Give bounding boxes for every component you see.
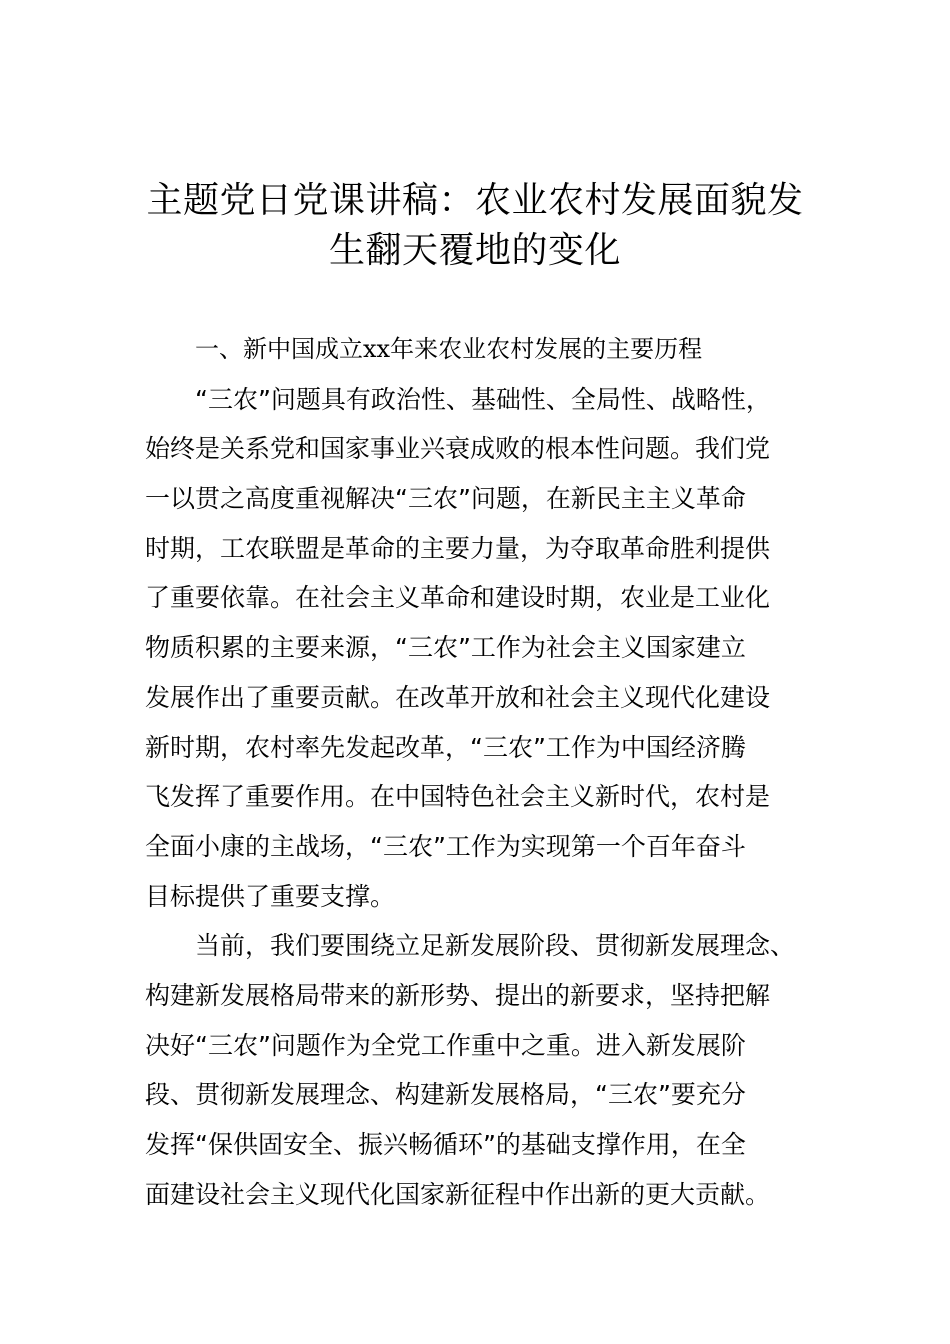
paragraph-line: 目标提供了重要支撑。 (145, 881, 396, 911)
document-title (120, 176, 830, 276)
paragraph-line: 当前，我们要围绕立足新发展阶段、贯彻新发展理念、 (195, 931, 796, 961)
paragraph-1 (145, 375, 825, 922)
paragraph-2 (145, 921, 825, 1219)
paragraph-line: 物质积累的主要来源，“三农”工作为社会主义国家建立 (145, 633, 746, 663)
paragraph-line: 面建设社会主义现代化国家新征程中作出新的更大贡献。 (145, 1179, 771, 1209)
paragraph-line: 了重要依靠。在社会主义革命和建设时期，农业是工业化 (145, 583, 771, 613)
paragraph-line: 全面小康的主战场，“三农”工作为实现第一个百年奋斗 (145, 831, 746, 861)
paragraph-line: 新时期，农村率先发起改革，“三农”工作为中国经济腾 (145, 732, 746, 762)
paragraph-line: 始终是关系党和国家事业兴衰成败的根本性问题。我们党 (145, 434, 771, 464)
paragraph-line: 发展作出了重要贡献。在改革开放和社会主义现代化建设 (145, 682, 771, 712)
title-line-1: 主题党日党课讲稿：农业农村发展面貌发 (146, 180, 804, 221)
document-body (145, 325, 825, 1219)
paragraph-line: “三农”问题具有政治性、基础性、全局性、战略性， (195, 384, 771, 414)
paragraph-line: 时期，工农联盟是革命的主要力量，为夺取革命胜利提供 (145, 533, 771, 563)
paragraph-line: 飞发挥了重要作用。在中国特色社会主义新时代，农村是 (145, 782, 771, 812)
section-heading: 一、新中国成立xx年来农业农村发展的主要历程 (195, 335, 703, 363)
paragraph-line: 构建新发展格局带来的新形势、提出的新要求，坚持把解 (145, 980, 771, 1010)
paragraph-line: 段、贯彻新发展理念、构建新发展格局，“三农”要充分 (145, 1080, 746, 1110)
paragraph-line: 发挥“保供固安全、振兴畅循环”的基础支撑作用，在全 (145, 1130, 746, 1159)
paragraph-line: 决好“三农”问题作为全党工作重中之重。进入新发展阶 (145, 1030, 746, 1060)
paragraph-line: 一以贯之高度重视解决“三农”问题，在新民主主义革命 (145, 484, 746, 514)
title-line-2: 生翻天覆地的变化 (328, 230, 621, 271)
